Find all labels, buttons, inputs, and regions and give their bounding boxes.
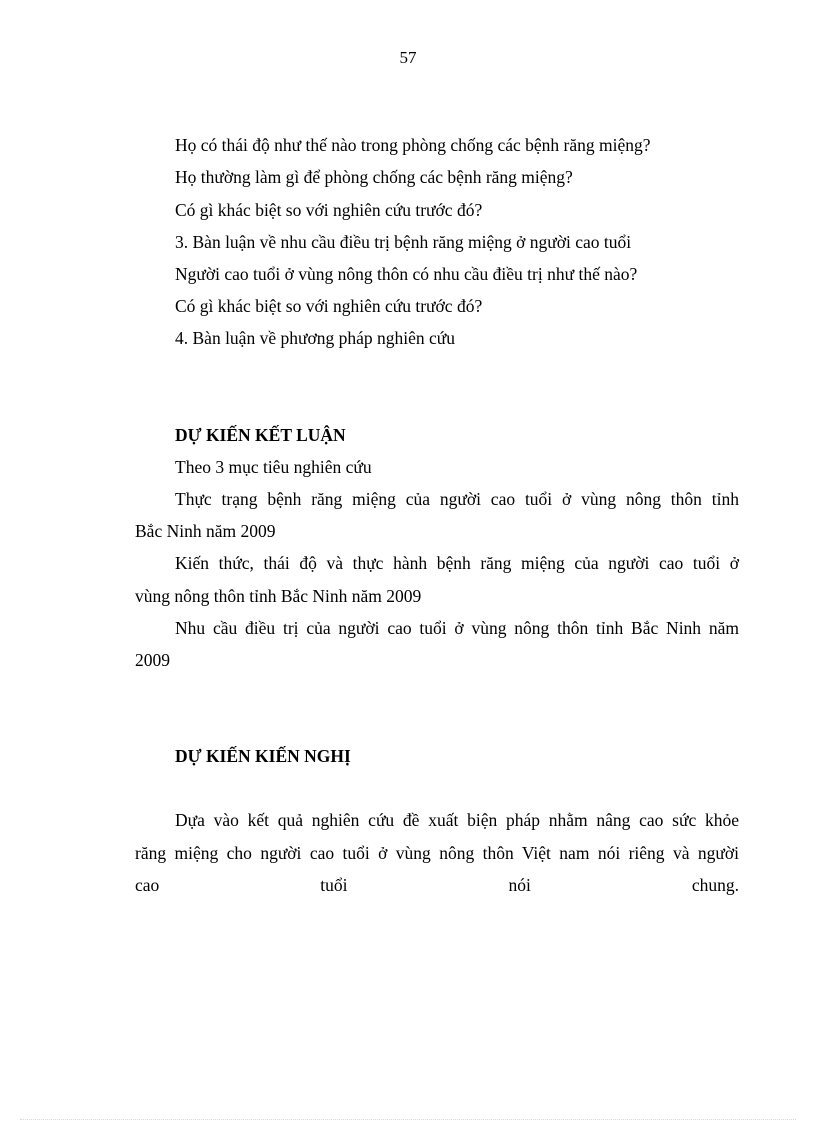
discussion-line: Họ thường làm gì để phòng chống các bệnh răng miệng? bbox=[175, 167, 573, 187]
discussion-line: Có gì khác biệt so với nghiên cứu trước đó? bbox=[175, 296, 483, 316]
conclusion-item-1-cont: Bắc Ninh năm 2009 bbox=[135, 521, 276, 541]
discussion-line: Có gì khác biệt so với nghiên cứu trước đó? bbox=[175, 200, 483, 220]
recommendation-line-2: răng miệng cho người cao tuổi ở vùng nông thôn Việt nam nói riêng và người bbox=[135, 843, 739, 863]
conclusion-item-2: Kiến thức, thái độ và thực hành bệnh răng miệng của người cao tuổi ở bbox=[175, 553, 739, 573]
discussion-line: Người cao tuổi ở vùng nông thôn có nhu cầu điều trị như thế nào? bbox=[175, 264, 638, 284]
conclusion-heading: DỰ KIẾN KẾT LUẬN bbox=[175, 425, 346, 445]
discussion-line: 4. Bàn luận về phương pháp nghiên cứu bbox=[175, 328, 455, 348]
conclusion-item-3-cont: 2009 bbox=[135, 650, 170, 670]
recommendation-line-1: Dựa vào kết quả nghiên cứu đề xuất biện pháp nhằm nâng cao sức khỏe bbox=[175, 810, 739, 830]
conclusion-item-1: Thực trạng bệnh răng miệng của người cao tuổi ở vùng nông thôn tỉnh bbox=[175, 489, 739, 509]
conclusion-item-3: Nhu cầu điều trị của người cao tuổi ở vùng nông thôn tỉnh Bắc Ninh năm bbox=[175, 618, 739, 638]
recommendation-line-3: cao tuổi nói chung. bbox=[135, 875, 739, 895]
conclusion-intro: Theo 3 mục tiêu nghiên cứu bbox=[175, 457, 372, 477]
discussion-line: Họ có thái độ như thế nào trong phòng chống các bệnh răng miệng? bbox=[175, 135, 651, 155]
conclusion-item-2-cont: vùng nông thôn tỉnh Bắc Ninh năm 2009 bbox=[135, 586, 422, 606]
page-bottom-divider bbox=[20, 1119, 796, 1120]
recommendation-heading: DỰ KIẾN KIẾN NGHỊ bbox=[175, 746, 351, 766]
page-number: 57 bbox=[399, 48, 417, 67]
discussion-line: 3. Bàn luận về nhu cầu điều trị bệnh răng miệng ở người cao tuổi bbox=[175, 232, 632, 252]
